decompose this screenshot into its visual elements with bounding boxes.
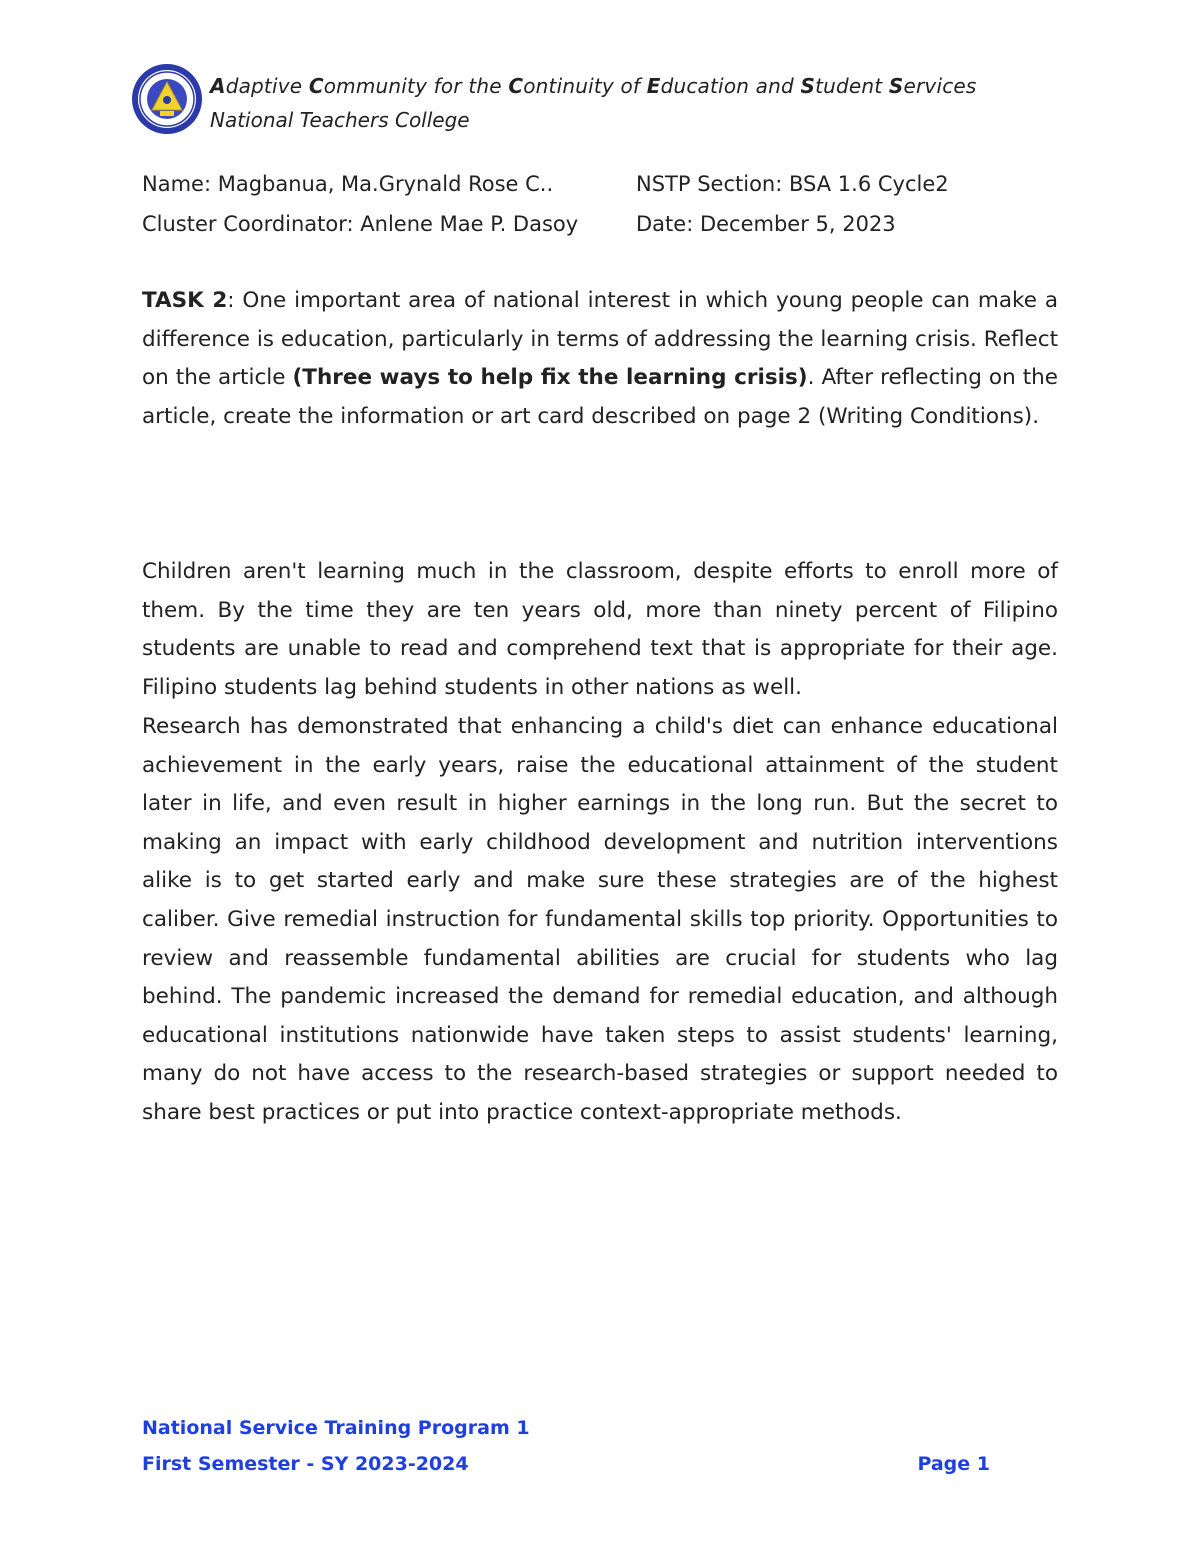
footer-program-title: National Service Training Program 1 (142, 1417, 530, 1439)
footer-row (142, 1453, 990, 1475)
header-title-part: ervices (903, 74, 977, 98)
header-title-part: C (508, 74, 524, 98)
info-row-2 (142, 212, 896, 236)
header-title-part: A (210, 74, 226, 98)
task-instructions (142, 282, 1058, 436)
submission-date: Date: December 5, 2023 (636, 212, 896, 236)
header-title (210, 74, 977, 98)
document-header (130, 62, 1030, 142)
header-title-part: ommunity for the (323, 74, 509, 98)
header-title-part: C (308, 74, 324, 98)
task-label: TASK 2 (142, 288, 228, 313)
header-subtitle: National Teachers College (210, 108, 470, 132)
header-title-part: daptive (225, 74, 309, 98)
nstp-section: NSTP Section: BSA 1.6 Cycle2 (636, 172, 949, 196)
footer-semester: First Semester - SY 2023-2024 (142, 1453, 469, 1475)
footer-program (142, 1417, 990, 1439)
student-name: Name: Magbanua, Ma.Grynald Rose C.. (142, 172, 554, 196)
body-paragraph-1: Children aren't learning much in the classroom, despite efforts to enroll more of them. By the time they are ten years old, more than ninety percent of Filipino students are unable to read and comprehend text that is appropriate for their age. Filipino students lag behind students in other nations as well. (142, 559, 1058, 700)
cluster-coordinator: Cluster Coordinator: Anlene Mae P. Dasoy (142, 212, 579, 236)
body-paragraph-2: Research has demonstrated that enhancing a child's diet can enhance educational achievement in the early years, raise the educational attainment of the student later in life, and even result in higher earnings in the long run. But the secret to making an impact with early childhood development and nutrition interventions alike is to get started early and make sure these strategies are of the highest caliber. Give remedial instruction for fundamental skills top priority. Opportunities to review and reassemble fundamental abilities are crucial for students who lag behind. The pandemic increased the demand for remedial education, and although educational institutions nationwide have taken steps to assist students' learning, many do not have access to the research-based strategies or support needed to share best practices or put into practice context-appropriate methods. (142, 714, 1058, 1125)
task-article-title: (Three ways to help fix the learning crisis) (292, 365, 808, 391)
info-row-1 (142, 172, 949, 196)
page-number: Page 1 (917, 1453, 990, 1475)
college-seal-icon (130, 62, 204, 136)
header-title-part: tudent (815, 74, 889, 98)
task-intro: : One important area of national interest in which young people can make a difference is education, particularly in terms of addressing the learning crisis. Reflect on the article (142, 288, 1058, 391)
task-outro: . After reflecting on the article, create the information or art card described on page 2 (Writing Conditions). (142, 365, 1058, 429)
header-title-part: S (888, 74, 904, 98)
header-title-part: E (646, 74, 661, 98)
header-title-part: S (800, 74, 816, 98)
header-title-part: ducation and (660, 74, 801, 98)
header-title-part: ontinuity of (523, 74, 647, 98)
